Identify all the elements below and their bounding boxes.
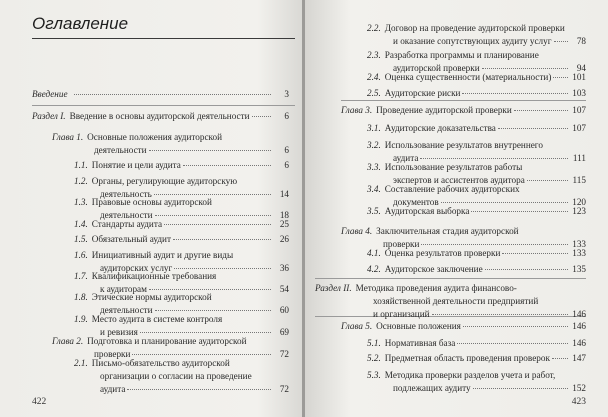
toc-entry-title: аудиторской проверки xyxy=(393,63,480,73)
toc-entry-title: Аудиторское заключение xyxy=(384,264,483,274)
toc-entry-title: документов xyxy=(393,197,439,207)
dot-leader xyxy=(173,239,271,240)
toc-entry-title: Использование результатов внутреннего xyxy=(384,140,543,150)
toc-entry xyxy=(367,87,586,100)
dot-leader xyxy=(132,354,271,355)
toc-entry-title: деятельность xyxy=(100,189,152,199)
toc-entry-label: Глава 3. xyxy=(341,105,373,115)
toc-entry-title: аудиторских услуг xyxy=(100,263,173,273)
toc-entry-title: Аудиторские доказательства xyxy=(384,123,496,133)
toc-entry-page: 111 xyxy=(572,153,586,163)
toc-entry-title: деятельности xyxy=(100,305,153,315)
toc-entry-page: 60 xyxy=(279,305,289,315)
toc-entry-title: Методика проведения аудита финансово- xyxy=(355,283,517,293)
toc-entry-title: Понятие и цели аудита xyxy=(91,160,181,170)
toc-entry-page: 25 xyxy=(279,219,289,229)
toc-entry-title: Введение в основы аудиторской деятельности xyxy=(69,111,250,121)
dot-leader xyxy=(552,358,568,359)
toc-entry-label: 1.9. xyxy=(74,314,88,324)
toc-entry-label: 2.2. xyxy=(367,23,381,33)
toc-entry-label: 3.3. xyxy=(367,162,381,172)
toc-entry-title: Письмо-обязательство аудиторской xyxy=(91,358,230,368)
toc-entry-title: Методика проверки разделов учета и работ, xyxy=(384,370,556,380)
dot-leader xyxy=(462,93,568,94)
dot-leader xyxy=(154,194,271,195)
toc-entry-title: Составление рабочих аудиторских xyxy=(384,184,520,194)
dot-leader xyxy=(155,215,271,216)
toc-entry xyxy=(367,71,586,84)
toc-entry-page: 78 xyxy=(576,36,586,46)
toc-entry-title: и ревизия xyxy=(100,327,138,337)
toc-entry-title: Оценка результатов проверки xyxy=(384,248,501,258)
toc-entry-title: аудита xyxy=(393,153,419,163)
toc-entry-page: 147 xyxy=(572,353,586,363)
toc-entry xyxy=(74,233,289,246)
dot-leader xyxy=(485,269,568,270)
toc-entry xyxy=(74,159,289,172)
toc-entry-title: Квалификационные требования xyxy=(91,271,217,281)
toc-entry-label: 1.7. xyxy=(74,271,88,281)
toc-entry-label: 3.5. xyxy=(367,206,381,216)
dot-leader xyxy=(527,180,568,181)
dot-leader xyxy=(432,314,568,315)
toc-entry-page: 18 xyxy=(279,210,289,220)
toc-entry xyxy=(367,122,586,135)
toc-entry-page: 133 xyxy=(572,248,586,258)
dot-leader xyxy=(149,150,271,151)
dot-leader xyxy=(252,116,271,117)
toc-entry-label: 5.3. xyxy=(367,370,381,380)
toc-entry-label: 1.8. xyxy=(74,292,88,302)
dot-leader xyxy=(514,110,568,111)
toc-entry-title: деятельности xyxy=(100,210,153,220)
toc-entry-label: 2.3. xyxy=(367,50,381,60)
toc-entry-title: Нормативная база xyxy=(384,338,456,348)
toc-entry-page: 107 xyxy=(572,105,586,115)
toc-entry-title: Аудиторская выборка xyxy=(384,206,470,216)
toc-entry-title: Основные положения аудиторской xyxy=(87,132,223,142)
dot-leader xyxy=(421,244,568,245)
toc-entry-title: Основные положения xyxy=(376,321,461,331)
toc-entry-title: организации о согласии на проведение xyxy=(100,371,252,381)
toc-entry-title: и организаций xyxy=(373,309,430,319)
toc-entry-title: Заключительная стадия аудиторской xyxy=(376,226,519,236)
toc-entry-label: 5.1. xyxy=(367,338,381,348)
toc-entry-label: 1.3. xyxy=(74,197,88,207)
toc-entry-page: 6 xyxy=(284,160,289,170)
toc-entry-page: 69 xyxy=(279,327,289,337)
toc-entry-page: 101 xyxy=(572,72,586,82)
dot-leader xyxy=(553,77,568,78)
toc-entry-title: хозяйственной деятельности предприятий xyxy=(373,296,539,306)
toc-entry xyxy=(52,131,289,157)
toc-entry-page: 146 xyxy=(572,338,586,348)
toc-entry-label: 1.2. xyxy=(74,176,88,186)
toc-entry-label: 1.4. xyxy=(74,219,88,229)
toc-entry-page: 6 xyxy=(284,145,289,155)
toc-entry-label: 1.6. xyxy=(74,250,88,260)
toc-entry-label: Глава 1. xyxy=(52,132,84,142)
section-divider xyxy=(32,105,295,106)
toc-entry xyxy=(367,369,586,395)
toc-entry-page: 146 xyxy=(572,309,586,319)
dot-leader xyxy=(149,289,271,290)
toc-entry xyxy=(341,104,586,117)
toc-entry-title: экспертов и ассистентов аудитора xyxy=(393,175,525,185)
toc-entry-title: и оказание сопутствующих аудиту услуг xyxy=(393,36,552,46)
toc-entry-page: 26 xyxy=(279,234,289,244)
toc-entry-page: 135 xyxy=(572,264,586,274)
toc-entry-title: Этические нормы аудиторской xyxy=(91,292,212,302)
toc-entry-label: Глава 2. xyxy=(52,336,84,346)
toc-entry-title: Органы, регулирующие аудиторскую xyxy=(91,176,238,186)
toc-entry-page: 54 xyxy=(279,284,289,294)
toc-entry-label: 4.2. xyxy=(367,264,381,274)
toc-entry-title: деятельности xyxy=(94,145,147,155)
dot-leader xyxy=(127,389,271,390)
dot-leader xyxy=(482,68,568,69)
toc-entry-title: Стандарты аудита xyxy=(91,219,163,229)
toc-entry-label: 2.5. xyxy=(367,88,381,98)
toc-entry xyxy=(367,337,586,350)
dot-leader xyxy=(502,253,568,254)
dot-leader xyxy=(471,211,568,212)
toc-entry-page: 120 xyxy=(572,197,586,207)
toc-entry-label: 4.1. xyxy=(367,248,381,258)
dot-leader xyxy=(155,310,271,311)
toc-entry xyxy=(74,218,289,231)
right-page xyxy=(305,0,608,417)
toc-entry-title: Аудиторские риски xyxy=(384,88,461,98)
toc-entry xyxy=(367,205,586,218)
toc-entry-page: 72 xyxy=(279,384,289,394)
page-number-right: 423 xyxy=(571,397,586,407)
toc-entry-title: Договор на проведение аудиторской проверки xyxy=(384,23,565,33)
toc-entry-title: Использование результатов работы xyxy=(384,162,523,172)
toc-entry-label: 2.4. xyxy=(367,72,381,82)
dot-leader xyxy=(164,224,271,225)
dot-leader xyxy=(457,343,568,344)
toc-entry xyxy=(367,263,586,276)
toc-entry-page: 103 xyxy=(572,88,586,98)
dot-leader xyxy=(420,158,568,159)
toc-entry-title: подлежащих аудиту xyxy=(393,383,471,393)
heading-rule xyxy=(32,38,295,39)
toc-entry-title: Место аудита в системе контроля xyxy=(91,314,223,324)
toc-entry-page: 36 xyxy=(279,263,289,273)
toc-entry xyxy=(74,357,289,396)
dot-leader xyxy=(140,332,271,333)
toc-entry-page: 6 xyxy=(284,111,289,121)
toc-entry-label: 1.1. xyxy=(74,160,88,170)
toc-entry-label: Глава 5. xyxy=(341,321,373,331)
toc-entry-title: аудита xyxy=(100,384,126,394)
toc-entry-page: 14 xyxy=(279,189,289,199)
toc-entry-title: Подготовка и планирование аудиторской xyxy=(87,336,247,346)
toc-entry-title: к аудиторам xyxy=(100,284,147,294)
toc-entry-page: 115 xyxy=(572,175,586,185)
toc-entry-title: проверки xyxy=(94,349,131,359)
toc-entry xyxy=(367,22,586,48)
dot-leader xyxy=(498,128,568,129)
toc-entry-title: Оценка существенности (материальности) xyxy=(384,72,552,82)
dot-leader xyxy=(463,326,568,327)
toc-entry xyxy=(32,110,289,123)
toc-entry xyxy=(32,88,289,101)
toc-entry-page: 72 xyxy=(279,349,289,359)
left-page xyxy=(0,0,303,417)
toc-entry-label: Глава 4. xyxy=(341,226,373,236)
dot-leader xyxy=(74,94,271,95)
dot-leader xyxy=(441,202,568,203)
toc-entry-label: Раздел II. xyxy=(315,283,352,293)
toc-heading: Оглавление xyxy=(32,14,129,33)
toc-entry-title: Предметная область проведения проверок xyxy=(384,353,550,363)
toc-entry-label: 3.2. xyxy=(367,140,381,150)
dot-leader xyxy=(473,388,568,389)
page-number-left: 422 xyxy=(32,397,47,407)
dot-leader xyxy=(554,41,568,42)
toc-entry-title: проверки xyxy=(383,239,420,249)
toc-entry xyxy=(367,247,586,260)
toc-entry-label: 2.1. xyxy=(74,358,88,368)
toc-entry-title: Разработка программы и планирование xyxy=(384,50,539,60)
toc-entry-label: 3.4. xyxy=(367,184,381,194)
toc-entry-label: Раздел I. xyxy=(32,111,66,121)
dot-leader xyxy=(174,268,271,269)
toc-entry-page: 3 xyxy=(284,89,289,99)
toc-entry xyxy=(367,352,586,365)
toc-entry xyxy=(341,320,586,333)
toc-entry-page: 123 xyxy=(572,206,586,216)
toc-entry-page: 107 xyxy=(572,123,586,133)
toc-entry-title: Проведение аудиторской проверки xyxy=(376,105,512,115)
toc-entry-page: 133 xyxy=(572,239,586,249)
section-divider xyxy=(315,278,586,279)
section-divider xyxy=(341,100,586,101)
toc-entry xyxy=(315,282,586,321)
toc-entry-label: Введение xyxy=(32,89,68,99)
toc-entry-label: 1.5. xyxy=(74,234,88,244)
dot-leader xyxy=(183,165,271,166)
toc-entry-title: Обязательный аудит xyxy=(91,234,171,244)
toc-entry-title: Правовые основы аудиторской xyxy=(91,197,212,207)
toc-entry-label: 5.2. xyxy=(367,353,381,363)
toc-entry-title: Инициативный аудит и другие виды xyxy=(91,250,234,260)
toc-entry-page: 146 xyxy=(572,321,586,331)
toc-entry-page: 152 xyxy=(572,383,586,393)
toc-entry-page: 94 xyxy=(576,63,586,73)
toc-entry-label: 3.1. xyxy=(367,123,381,133)
